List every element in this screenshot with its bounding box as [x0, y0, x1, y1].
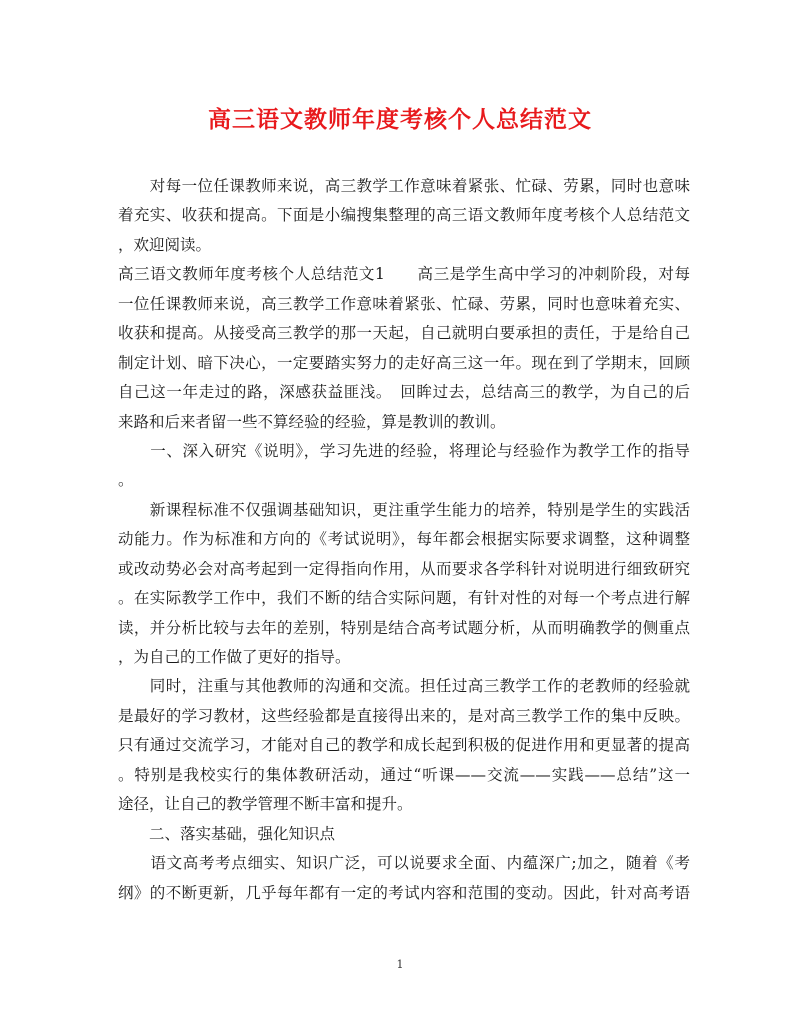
text-line: ，欢迎阅读。 — [118, 235, 212, 254]
text-line: 收获和提高。从接受高三教学的那一天起，自己就明白要承担的责任，于是给自己 — [118, 324, 690, 343]
text-line: 纲》的不断更新，几乎每年都有一定的考试内容和范围的变动。因此，针对高考语 — [118, 883, 690, 902]
text-line: 一、深入研究《说明》，学习先进的经验，将理论与经验作为教学工作的指导 — [118, 441, 690, 460]
text-line: 途径，让自己的教学管理不断丰富和提升。 — [118, 795, 413, 814]
text-line: 高三语文教师年度考核个人总结范文1 高三是学生高中学习的冲刺阶段，对每 — [118, 265, 690, 284]
text-line: 自己这一年走过的路，深感获益匪浅。 回眸过去，总结高三的教学，为自己的后 — [118, 383, 690, 402]
text-line: 同时，注重与其他教师的沟通和交流。担任过高三教学工作的老教师的经验就 — [118, 677, 690, 696]
text-line: 对每一位任课教师来说，高三教学工作意味着紧张、忙碌、劳累，同时也意味 — [118, 177, 690, 195]
text-line: 。在实际教学工作中，我们不断的结合实际问题，有针对性的对每一个考点进行解 — [118, 589, 690, 608]
text-line: 新课程标准不仅强调基础知识，更注重学生能力的培养，特别是学生的实践活 — [118, 500, 690, 519]
text-line: 来路和后来者留一些不算经验的经验，算是教训的教训。 — [118, 412, 506, 431]
text-line: 制定计划、暗下决心，一定要踏实努力的走好高三这一年。现在到了学期末，回顾 — [118, 353, 690, 372]
page-number: 1 — [396, 958, 404, 971]
text-line: 只有通过交流学习，才能对自己的教学和成长起到积极的促进作用和更显著的提高 — [118, 736, 690, 755]
text-line: 二、落实基础，强化知识点 — [118, 824, 336, 843]
text-line: ，为自己的工作做了更好的指导。 — [118, 648, 351, 666]
text-line: 。 — [118, 471, 134, 490]
document-title: 高三语文教师年度考核个人总结范文 — [208, 106, 592, 133]
text-line: 。特别是我校实行的集体教研活动，通过“听课——交流——实践——总结”这一 — [118, 765, 690, 784]
text-line: 或改动势必会对高考起到一定得指向作用，从而要求各学科针对说明进行细致研究 — [118, 559, 690, 578]
text-line: 着充实、收获和提高。下面是小编搜集整理的高三语文教师年度考核个人总结范文 — [118, 206, 690, 225]
text-line: 语文高考考点细实、知识广泛，可以说要求全面、内蕴深广;加之，随着《考 — [118, 854, 690, 873]
text-line: 读，并分析比较与去年的差别，特别是结合高考试题分析，从而明确教学的侧重点 — [118, 618, 690, 637]
text-line: 是最好的学习教材，这些经验都是直接得出来的，是对高三教学工作的集中反映。 — [118, 706, 690, 725]
text-line: 一位任课教师来说，高三教学工作意味着紧张、忙碌、劳累，同时也意味着充实、 — [118, 294, 690, 313]
document-body — [118, 172, 690, 908]
text-line: 动能力。作为标准和方向的《考试说明》，每年都会根据实际要求调整，这种调整 — [118, 530, 690, 549]
